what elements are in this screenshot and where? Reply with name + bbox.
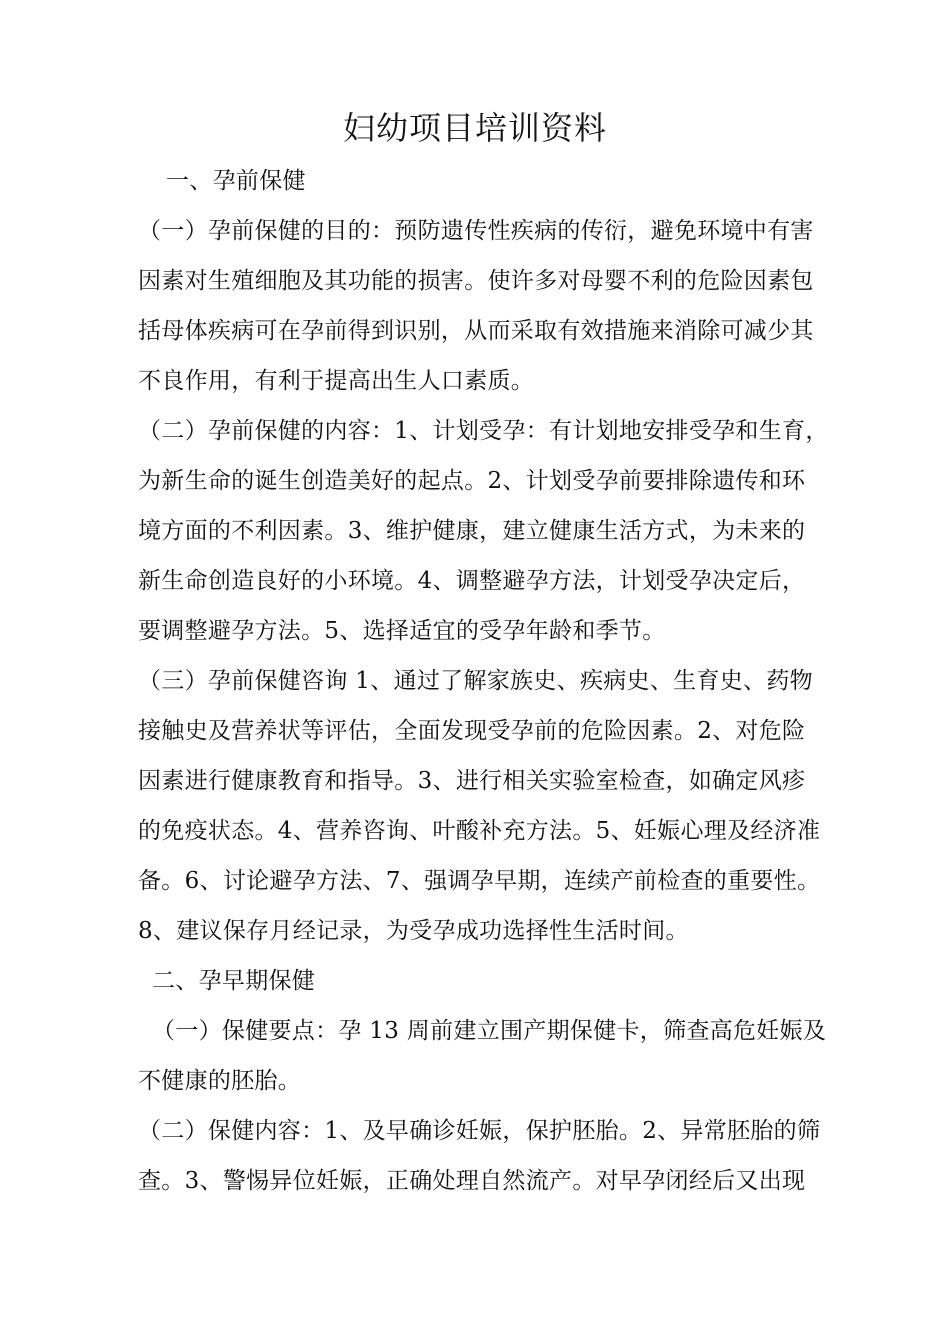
paragraph-line: 查。3、警惕异位妊娠，正确处理自然流产。对早孕闭经后又出现 (138, 1168, 806, 1194)
paragraph-line: 8、建议保存月经记录，为受孕成功选择性生活时间。 (138, 918, 689, 944)
paragraph-line: （三）孕前保健咨询 1、通过了解家族史、疾病史、生育史、药物 (138, 668, 813, 694)
paragraph-line: 新生命创造良好的小环境。4、调整避孕方法，计划受孕决定后， (138, 568, 806, 594)
paragraph-line: 不良作用，有利于提高出生人口素质。 (138, 368, 535, 394)
paragraph-line: 境方面的不利因素。3、维护健康，建立健康生活方式，为未来的 (138, 518, 806, 544)
paragraph-line: （一）保健要点：孕 13 周前建立围产期保健卡，筛查高危妊娠及 (152, 1018, 827, 1044)
paragraph-line: （一）孕前保健的目的：预防遗传性疾病的传衍，避免环境中有害 (138, 218, 814, 244)
paragraph-line: （二）孕前保健的内容：1、计划受孕：有计划地安排受孕和生育， (138, 418, 829, 444)
paragraph-line: 的免疫状态。4、营养咨询、叶酸补充方法。5、妊娠心理及经济准 (138, 818, 821, 844)
paragraph-line: 要调整避孕方法。5、选择适宜的受孕年龄和季节。 (138, 618, 666, 644)
paragraph-line: 因素对生殖细胞及其功能的损害。使许多对母婴不利的危险因素包 (138, 268, 814, 294)
paragraph-line: 括母体疾病可在孕前得到识别，从而采取有效措施来消除可减少其 (138, 318, 814, 344)
paragraph-line: （二）保健内容：1、及早确诊妊娠，保护胚胎。2、异常胚胎的筛 (138, 1118, 821, 1144)
paragraph-line: 因素进行健康教育和指导。3、进行相关实验室检查，如确定风疹 (138, 768, 806, 794)
paragraph-line: 备。6、讨论避孕方法、7、强调孕早期，连续产前检查的重要性。 (138, 868, 821, 894)
section-heading-1: 一、孕前保健 (166, 168, 306, 194)
paragraph-line: 不健康的胚胎。 (138, 1068, 302, 1094)
document-title: 妇幼项目培训资料 (342, 109, 607, 147)
section-heading-2: 二、孕早期保健 (152, 968, 316, 994)
paragraph-line: 接触史及营养状等评估，全面发现受孕前的危险因素。2、对危险 (138, 718, 806, 744)
paragraph-line: 为新生命的诞生创造美好的起点。2、计划受孕前要排除遗传和环 (138, 468, 806, 494)
